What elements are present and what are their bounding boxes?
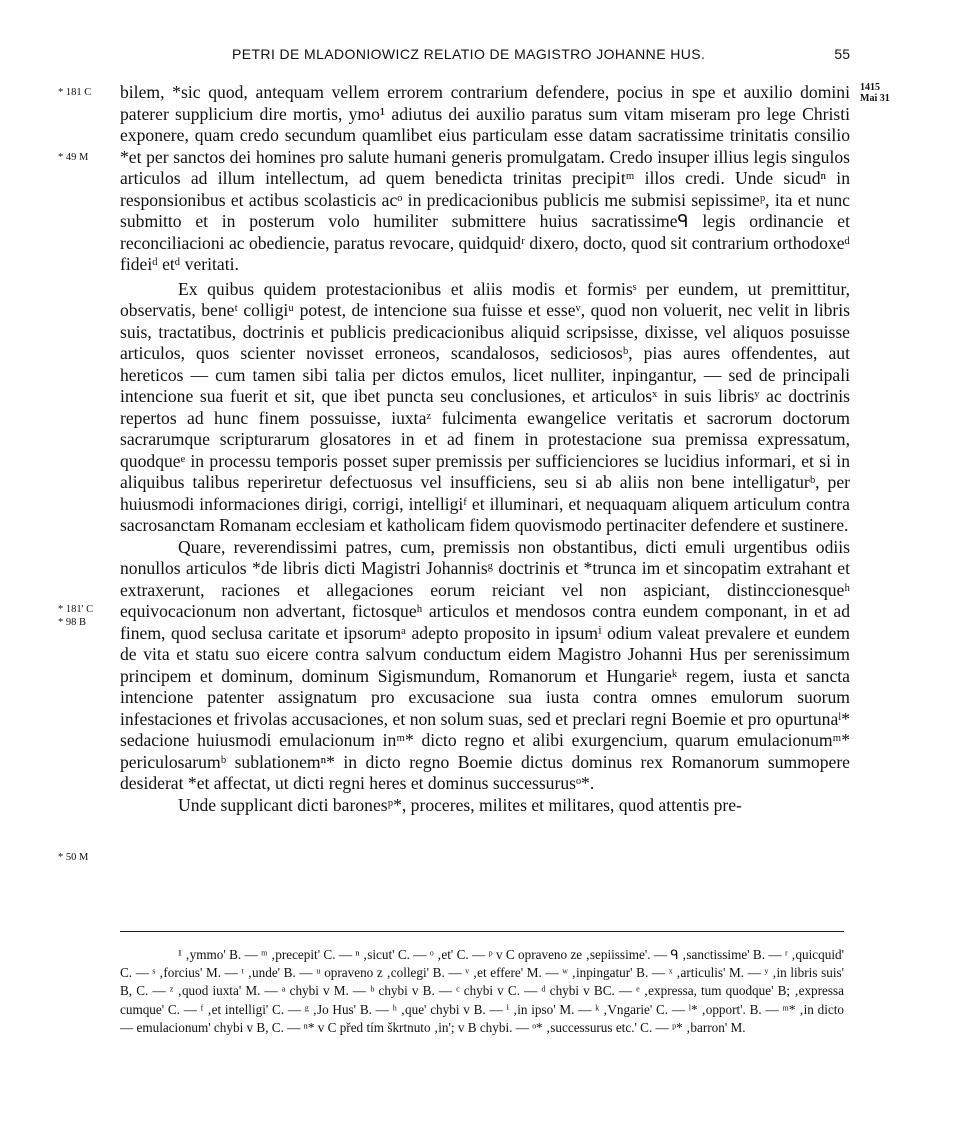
margin-note-left: * 181' C <box>58 604 94 615</box>
margin-note-left: * 98 B <box>58 617 87 628</box>
margin-note-left: * 181 C <box>58 87 92 98</box>
footnote-divider <box>120 931 844 932</box>
paragraph: Ex quibus quidem protestacionibus et aliis modis et formisˢ per eundem, ut premittitur, observatis, beneᵗ colligiᵘ potest, de intencione sua fuisse et esseᵛ, quod non voluerit, nec velit in libris suis, tractatibus, doctrinis et publicis predicacionibus aliquid scripsisse, dixisse, vel aliquos posuisse articulos, quos scienter novisset erroneos, scandalosos, sediciososᵇ, pias aures offendentes, aut hereticos — cum tamen sibi talia per dictos emulos, licet nulliter, inpingantur, — sed de principali intencione sua fuerit et sit, que ibet puncta seu conclusiones, et articulosˣ in suis librisʸ ac doctrinis repertos ad hunc finem possuisse, iuxtaᶻ fulcimenta ewangelice veritatis et sacrorum doctorum sacrarumque scripturarum glosatores in et ad finem in protestacione sua premissa expressatum, quodqueᵉ in processu temporis posset super premissis per sufficienciores se lucidius informari, et si in aliquibus talibus reperiretur defectuosus vel insufficiens, seu si ab aliis non bene intelligaturᵇ, per huiusmodi informaciones dirigi, corrigi, intelligiᶠ et illuminari, et nequaquam aliquem articulum contra sacrosanctam Romanam ecclesiam et katholicam fidem quovismodo pertinaciter defendere et sustinere. <box>120 278 850 535</box>
margin-note-left: * 49 M <box>58 152 89 163</box>
footnotes <box>120 946 844 1037</box>
running-title: PETRI DE MLADONIOWICZ RELATIO DE MAGISTRO JOHANNE HUS. <box>232 46 706 62</box>
margin-note-left: * 50 M <box>58 852 89 863</box>
main-text <box>120 82 850 816</box>
page-header <box>120 46 850 68</box>
paragraph: Quare, reverendissimi patres, cum, premissis non obstantibus, dicti emuli urgentibus odiis nonullos articulos *de libris dicti Magistri Johannisᵍ doctrinis et *trunca im et sincopatim extrahant et extraxerunt, raciones et allegaciones eorum reiciant vel non aspiciant, distinccionesqueʰ equivocacionum non advertant, fictosqueʰ articulos et mendosos contra eundem componant, in et ad finem, quod seclusa caritate et ipsorumᵃ adepto proposito in ipsumⁱ odium valeat prevalere et eundem de vita et statu suo eicere contra salvum conductum eidem Magistro Johanni Hus per serenissimum principem et dominum, dominum Sigismundum, Romanorum et Hungarieᵏ regem, iusta et sancta intencione patenter assignatum pro excusacione sua iusta contra omnes emulorum suorum infestaciones et frivolas accusaciones, et non solum suas, sed et preclari regni Boemie et pro opurtunaˡ* sedacione huiusmodi emulacionum inᵐ* dicto regno et alibi exurgencium, quarum emulacionumᵐ* periculosarumᵇ sublationemⁿ* in dicto regno Boemie dictus dominus rex Romanorum summopere desiderat *et affectat, ut dicti regni heres et dominus successurusᵒ*. <box>120 536 850 793</box>
margin-note-date: Mai 31 <box>860 93 890 104</box>
margin-note-year: 1415 <box>860 82 880 93</box>
page-number: 55 <box>834 46 850 62</box>
paragraph: Unde supplicant dicti baronesᵖ*, proceres, milites et militares, quod attentis pre- <box>178 794 742 815</box>
footnote-apparatus: ¹ ‚ymmo' B. — ᵐ ‚precepit' C. — ⁿ ‚sicut' C. — ᵒ ‚et' C. — ᵖ v C opraveno ze ‚sepiissime'. — ᑫ ‚sanctissime' B. — ʳ ‚quicquid' C. — ˢ ‚forcius' M. — ᵗ ‚unde' B. — ᵘ opraveno z ‚collegi' B. — ᵛ ‚et effere' M. — ʷ ‚inpingatur' B. — ˣ ‚articulis' M. — ʸ ‚in libris suis' B, C. — ᶻ ‚quod iuxta' M. — ᵃ chybi v M. — ᵇ chybi v B. — ᶜ chybi v C. — ᵈ chybi v BC. — ᵉ ‚expressa, tum quodque' B; ‚expressa cumque' C. — ᶠ ‚et intelligi' C. — ᵍ ‚Jo Hus' B. — ʰ ‚que' chybi v B. — ⁱ ‚in ipso' M. — ᵏ ‚Vngarie' C. — ˡ* ‚opport'. B. — ᵐ* ‚in dicto — emulacionum' chybi v B, C. — ⁿ* v C před tím škrtnuto ‚in'; v B chybi. — ᵒ* ‚successurus etc.' C. — ᵖ* ‚barron' M. <box>120 947 844 1035</box>
paragraph: bilem, *sic quod, antequam vellem errorem contrarium defendere, pocius in spe et auxilio domini paterer supplicium dire mortis, ymo¹ adiutus dei auxilio paratus sum vitam miseram pro lege Christi exponere, quam credo secundum quamlibet eius particulam esse datam sacratissime trinitatis consilio *et per sanctos dei homines pro salute humani generis promulgatam. Credo insuper illius legis singulos articulos ad illum intellectum, ad quem benedicta trinitas precipitᵐ illos credi. Unde sicudⁿ in responsionibus et actibus scolasticis acᵒ in predicacionibus publicis me submisi sepissimeᵖ, ita et nunc submitto et in posterum volo humiliter submittere huius sacratissimeᑫ legis ordinancie et reconciliacioni ac obediencie, paratus revocare, quidquidʳ dixero, docto, quod sit contrarium orthodoxeᵈ fideiᵈ etᵈ veritati. <box>120 82 850 274</box>
